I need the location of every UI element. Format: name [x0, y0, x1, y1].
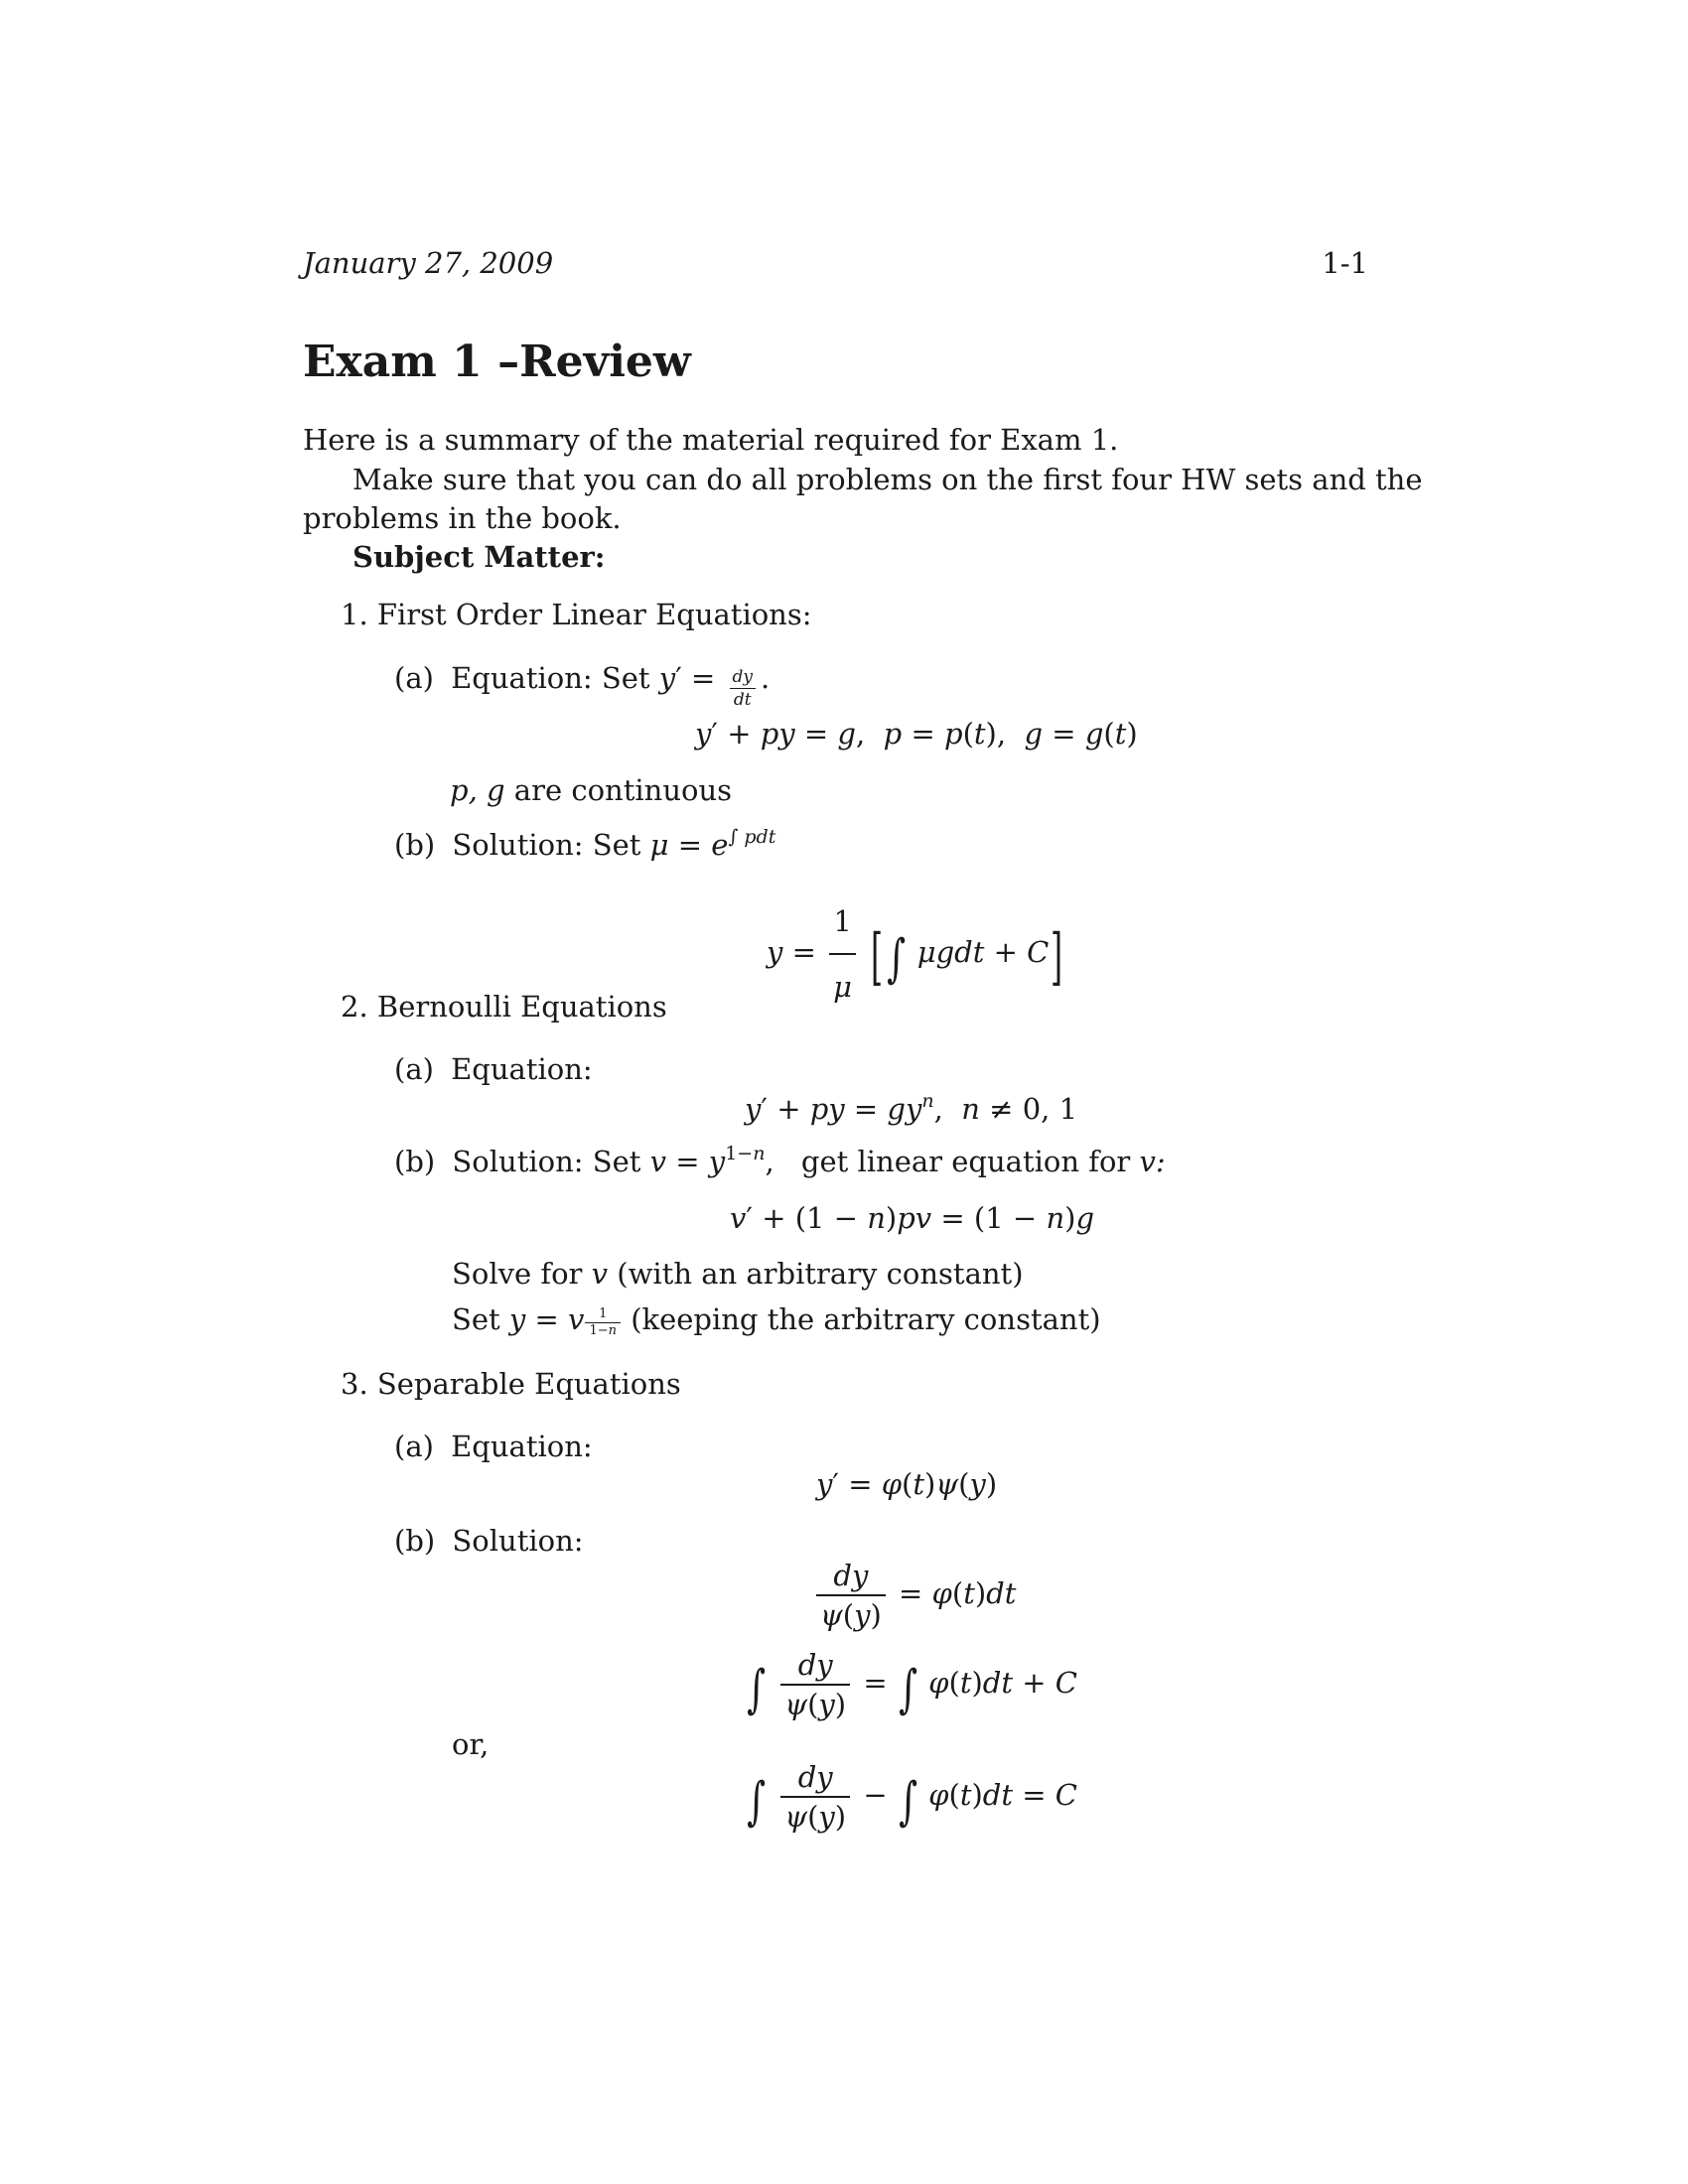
section-2a-label: (a): [394, 1052, 434, 1086]
section-1-number: 1.: [341, 598, 368, 631]
header-page-number: 1-1: [1322, 246, 1368, 280]
section-3a-label: (a): [394, 1430, 434, 1463]
step-2-text-a: Set: [452, 1302, 500, 1336]
section-3b-or-label: or,: [452, 1727, 490, 1761]
section-1b-label: (b): [394, 828, 436, 862]
step-2-math: y = v $\frac{1}{1-n}$: [509, 1302, 631, 1336]
section-3-heading: [341, 1367, 681, 1401]
section-2b-step-1: [452, 1257, 1024, 1291]
section-1a-note: p, g are continuous: [450, 773, 733, 807]
section-2-heading: [341, 990, 667, 1024]
section-2a-display-equation: y′ + py = $gy^n$, n ≠ 0, 1: [745, 1090, 1078, 1126]
section-2a-lead: Equation:: [451, 1052, 593, 1086]
header-date: January 27, 2009: [303, 246, 554, 280]
section-1a-lead: Equation: Set: [451, 661, 650, 695]
section-1b-lead: Solution: Set: [452, 828, 641, 862]
section-3b: [394, 1524, 584, 1558]
section-1b-inline-math: $\mu = e^{\int pdt}$: [649, 826, 776, 862]
section-2b-trail: get linear equation for: [800, 1145, 1131, 1178]
section-2b-lead: Solution: Set: [452, 1145, 641, 1178]
section-3a-lead: Equation:: [451, 1430, 593, 1463]
section-2b-trail-var: v:: [1139, 1145, 1166, 1178]
section-3-title: Separable Equations: [376, 1367, 681, 1401]
step-1-variable: v: [591, 1257, 609, 1291]
section-1b-display-equation: y = $\frac{1}{\mu}$ [∫ μgdt + C]: [767, 891, 1065, 1017]
page-title: Exam 1 –Review: [303, 337, 691, 387]
section-2-title: Bernoulli Equations: [376, 990, 667, 1024]
section-3b-lead: Solution:: [452, 1524, 584, 1558]
section-1b: [394, 828, 775, 862]
section-3b-display-equation-3: ∫ $\frac{dy}{\psi(y)}$ − ∫ φ(t)dt = C: [747, 1760, 1077, 1834]
step-2-text-b: (keeping the arbitrary constant): [631, 1302, 1101, 1336]
section-1a-inline-math: y′ = $\frac{dy}{dt}$ .: [658, 661, 771, 710]
section-1a-display-equation: y′ + py = g, p = p(t), g = g(t): [695, 717, 1138, 751]
subject-matter-heading: Subject Matter:: [352, 540, 606, 574]
section-2-number: 2.: [341, 990, 368, 1024]
section-3a: [394, 1430, 593, 1463]
step-1-text-a: Solve for: [452, 1257, 583, 1291]
intro-line-2: Make sure that you can do all problems on the first four HW sets and the: [352, 463, 1423, 496]
section-1-title: First Order Linear Equations:: [376, 598, 812, 631]
section-3-number: 3.: [341, 1367, 368, 1401]
section-2a: [394, 1052, 593, 1086]
intro-line-3: problems in the book.: [303, 501, 622, 535]
section-3b-display-equation-1: $\frac{dy}{\psi(y)}$ = φ(t)dt: [812, 1559, 1016, 1632]
section-1-heading: [341, 598, 812, 631]
section-2b-display-equation: v′ + (1 − n)pv = (1 − n)g: [730, 1201, 1095, 1235]
section-2b-inline-math: $v = y^{1-n}$,: [649, 1143, 783, 1178]
step-1-text-b: (with an arbitrary constant): [617, 1257, 1024, 1291]
section-2b: [394, 1145, 1166, 1178]
intro-line-1: Here is a summary of the material required for Exam 1.: [303, 423, 1119, 457]
section-3a-display-equation: y′ = φ(t)ψ(y): [816, 1467, 998, 1501]
section-2b-step-2: [452, 1302, 1101, 1337]
section-2b-label: (b): [394, 1145, 436, 1178]
section-3b-display-equation-2: ∫ $\frac{dy}{\psi(y)}$ = ∫ φ(t)dt + C: [747, 1648, 1077, 1721]
section-3b-label: (b): [394, 1524, 436, 1558]
section-1a: [394, 661, 770, 709]
section-1a-label: (a): [394, 661, 434, 695]
